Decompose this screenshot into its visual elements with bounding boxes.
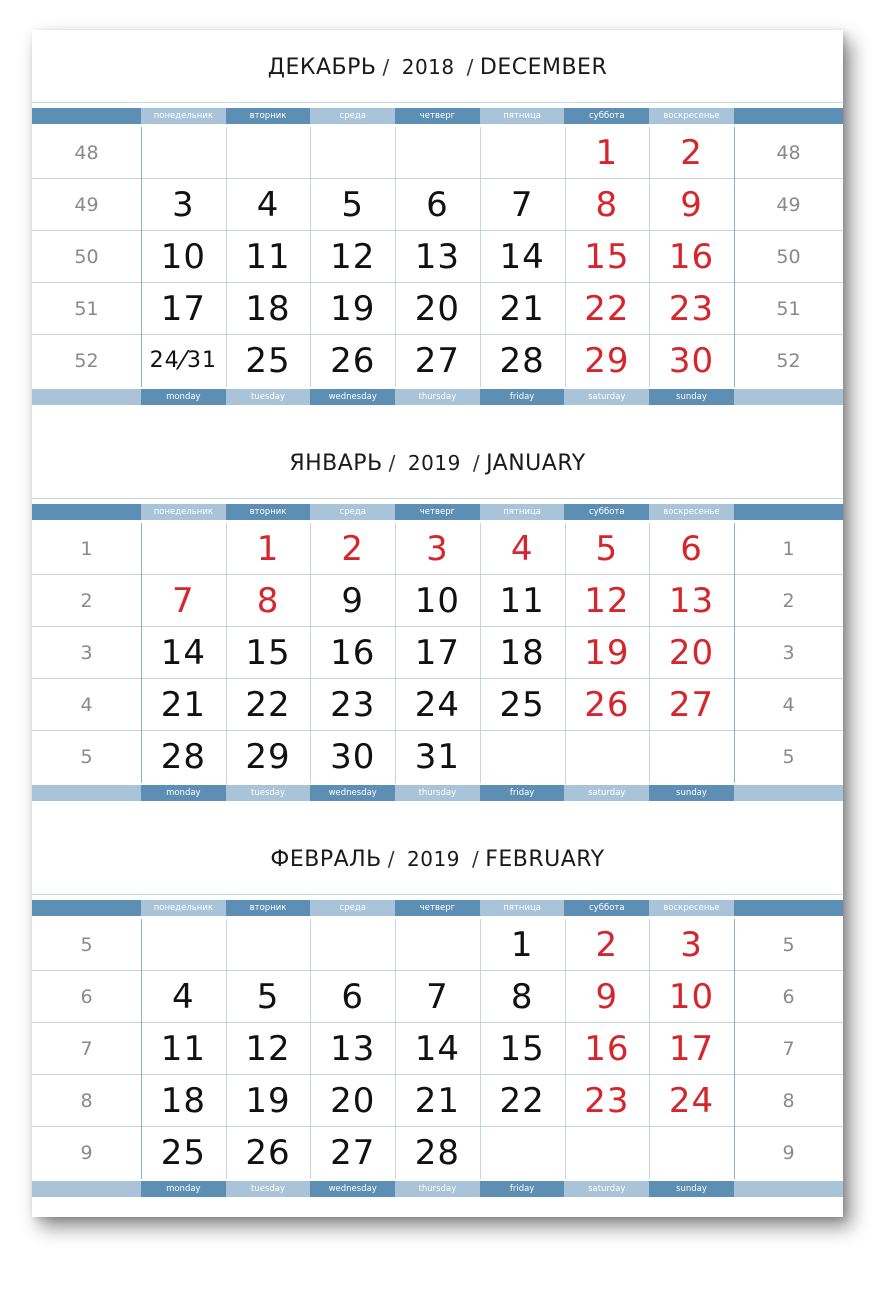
day-cell: 27 [330, 1132, 376, 1173]
day-cell: 1 [595, 132, 619, 173]
day-cell: 6 [680, 528, 703, 569]
day-cell: 20 [668, 632, 715, 673]
day-cell: 10 [160, 236, 206, 277]
day-cell: 17 [414, 632, 461, 673]
day-cell: 16 [668, 236, 715, 277]
day-cell: 17 [668, 1028, 715, 1069]
day-cell: 30 [330, 736, 376, 777]
strip-pad [734, 900, 843, 916]
weekday-label: sunday [649, 785, 734, 801]
month-name-ru: ЯНВАРЬ [289, 450, 383, 476]
day-cell: 26 [245, 1132, 291, 1173]
day-cell [226, 127, 311, 178]
day-cell: 8 [510, 976, 534, 1017]
week-row [32, 523, 843, 575]
week-number-left: 9 [80, 1141, 93, 1164]
column-divider [310, 919, 311, 1179]
month-name-ru: ДЕКАБРЬ [267, 54, 377, 80]
day-cell: 12 [330, 236, 376, 277]
week-number-left: 2 [80, 589, 93, 612]
weekday-label: пятница [480, 504, 565, 520]
day-cell: 14 [499, 236, 545, 277]
week-row [32, 731, 843, 783]
column-divider [734, 919, 735, 1179]
day-cell: 26 [584, 684, 630, 725]
day-cell: 29 [245, 736, 291, 777]
day-cell: 12 [245, 1028, 291, 1069]
day-cell [395, 127, 480, 178]
day-cell: 11 [499, 580, 545, 621]
title-separator: / [382, 55, 390, 79]
day-cell: 10 [414, 580, 461, 621]
weekday-header-ru [32, 108, 843, 124]
day-cell: 21 [499, 288, 545, 329]
title-separator: / [387, 847, 396, 871]
weekday-label: четверг [395, 504, 480, 520]
day-cell: 9 [595, 976, 619, 1017]
day-grid [32, 523, 843, 783]
day-number-part: 24 [149, 348, 180, 373]
week-number-right: 6 [782, 985, 795, 1008]
day-cell: 25 [160, 1132, 206, 1173]
day-cell: 9 [341, 580, 365, 621]
strip-pad [32, 504, 141, 520]
month-name-ru: ФЕВРАЛЬ [270, 846, 382, 872]
week-number-left: 51 [74, 297, 99, 320]
column-divider [565, 523, 566, 783]
week-number-left: 48 [74, 141, 99, 164]
week-number-left: 5 [80, 745, 93, 768]
day-cell: 5 [256, 976, 280, 1017]
weekday-label: friday [480, 389, 565, 405]
column-divider [226, 919, 227, 1179]
week-row [32, 1075, 843, 1127]
month-name-en: JANUARY [486, 450, 586, 476]
day-cell [480, 127, 565, 178]
weekday-label: saturday [564, 389, 649, 405]
week-number-left: 52 [74, 349, 99, 372]
weekday-label: вторник [226, 900, 311, 916]
week-number-right: 51 [776, 297, 801, 320]
week-number-right: 48 [776, 141, 801, 164]
weekday-label: tuesday [226, 1181, 311, 1197]
column-divider [395, 919, 396, 1179]
day-cell: 21 [160, 684, 206, 725]
day-cell: 15 [499, 1028, 545, 1069]
day-cell: 4 [172, 976, 195, 1017]
fraction-slash: ⁄ [180, 345, 187, 376]
day-cell: 12 [584, 580, 630, 621]
day-cell: 31 [414, 736, 461, 777]
weekday-label: wednesday [310, 785, 395, 801]
weekday-label: monday [141, 1181, 226, 1197]
day-cell: 11 [160, 1028, 206, 1069]
weekday-label: суббота [564, 504, 649, 520]
weekday-label: sunday [649, 1181, 734, 1197]
week-row [32, 575, 843, 627]
day-cell: 11 [245, 236, 291, 277]
day-cell: 22 [499, 1080, 545, 1121]
day-number-part: 31 [187, 348, 218, 373]
week-number-left: 6 [80, 985, 93, 1008]
week-number-left: 49 [74, 193, 99, 216]
day-grid [32, 919, 843, 1179]
column-divider [141, 523, 142, 783]
day-grid [32, 127, 843, 387]
weekday-label: saturday [564, 1181, 649, 1197]
day-cell: 23 [330, 684, 376, 725]
week-number-right: 2 [782, 589, 795, 612]
weekday-label: sunday [649, 389, 734, 405]
column-divider [734, 523, 735, 783]
day-cell: 14 [414, 1028, 461, 1069]
day-cell [649, 731, 734, 782]
week-number-left: 5 [80, 933, 93, 956]
day-cell [480, 1127, 565, 1178]
column-divider [141, 127, 142, 387]
column-divider [649, 523, 650, 783]
day-cell: 30 [668, 340, 715, 381]
column-divider [310, 523, 311, 783]
strip-pad [32, 1181, 141, 1197]
day-cell: 7 [510, 184, 534, 225]
column-divider [565, 919, 566, 1179]
day-cell: 19 [584, 632, 630, 673]
strip-pad [32, 900, 141, 916]
column-divider [226, 523, 227, 783]
title-separator: / [466, 55, 474, 79]
weekday-label: пятница [480, 108, 565, 124]
day-cell: 25 [499, 684, 545, 725]
day-cell: 18 [499, 632, 545, 673]
day-cell [310, 919, 395, 970]
day-cell: 13 [330, 1028, 376, 1069]
weekday-label: среда [310, 504, 395, 520]
day-cell [565, 731, 650, 782]
title-separator: / [388, 451, 396, 475]
column-divider [480, 127, 481, 387]
month-title [32, 30, 843, 104]
day-cell [395, 919, 480, 970]
day-cell: 3 [172, 184, 195, 225]
day-cell: 17 [160, 288, 206, 329]
week-row [32, 283, 843, 335]
day-cell: 8 [595, 184, 619, 225]
weekday-header-ru [32, 504, 843, 520]
day-cell [480, 731, 565, 782]
weekday-label: четверг [395, 108, 480, 124]
weekday-footer-en [32, 785, 843, 801]
day-cell: 13 [668, 580, 715, 621]
weekday-label: thursday [395, 785, 480, 801]
day-cell: 15 [245, 632, 291, 673]
month-title [32, 822, 843, 896]
day-cell [141, 335, 226, 386]
day-cell: 2 [341, 528, 365, 569]
week-number-right: 8 [782, 1089, 795, 1112]
column-divider [649, 127, 650, 387]
column-divider [480, 523, 481, 783]
month-block [32, 30, 843, 415]
day-cell: 8 [256, 580, 280, 621]
weekday-header-ru [32, 900, 843, 916]
weekday-label: воскресенье [649, 900, 734, 916]
strip-pad [734, 1181, 843, 1197]
week-number-right: 52 [776, 349, 801, 372]
week-number-right: 3 [782, 641, 795, 664]
month-title [32, 426, 843, 500]
weekday-label: среда [310, 900, 395, 916]
day-cell: 18 [245, 288, 291, 329]
month-block [32, 426, 843, 811]
day-cell: 1 [510, 924, 534, 965]
day-cell [565, 1127, 650, 1178]
day-cell: 3 [426, 528, 449, 569]
strip-pad [734, 108, 843, 124]
weekday-label: saturday [564, 785, 649, 801]
week-number-right: 5 [782, 745, 795, 768]
year-label: 2018 [401, 55, 455, 79]
weekday-label: четверг [395, 900, 480, 916]
column-divider [395, 523, 396, 783]
day-cell: 4 [510, 528, 534, 569]
year-label: 2019 [407, 451, 461, 475]
weekday-label: thursday [395, 389, 480, 405]
column-divider [310, 127, 311, 387]
column-divider [565, 127, 566, 387]
day-cell: 14 [160, 632, 206, 673]
day-cell: 10 [668, 976, 715, 1017]
week-number-right: 50 [776, 245, 801, 268]
week-number-right: 4 [782, 693, 795, 716]
week-number-left: 7 [80, 1037, 93, 1060]
column-divider [141, 919, 142, 1179]
week-number-right: 1 [782, 537, 795, 560]
title-divider [32, 498, 843, 499]
day-cell: 24 [668, 1080, 715, 1121]
weekday-label: вторник [226, 504, 311, 520]
week-number-right: 5 [782, 933, 795, 956]
strip-pad [734, 389, 843, 405]
weekday-label: wednesday [310, 389, 395, 405]
day-cell: 7 [172, 580, 195, 621]
day-cell [310, 127, 395, 178]
weekday-label: tuesday [226, 785, 311, 801]
weekday-label: воскресенье [649, 108, 734, 124]
day-cell: 27 [414, 340, 461, 381]
day-cell: 28 [414, 1132, 461, 1173]
day-cell: 3 [680, 924, 703, 965]
weekday-label: пятница [480, 900, 565, 916]
day-cell: 22 [245, 684, 291, 725]
title-divider [32, 102, 843, 103]
title-separator: / [472, 451, 481, 475]
strip-pad [32, 785, 141, 801]
day-cell: 2 [680, 132, 703, 173]
week-number-left: 8 [80, 1089, 93, 1112]
strip-pad [734, 504, 843, 520]
week-row [32, 627, 843, 679]
weekday-label: понедельник [141, 108, 226, 124]
weekday-label: суббота [564, 108, 649, 124]
column-divider [480, 919, 481, 1179]
column-divider [226, 127, 227, 387]
week-row [32, 1127, 843, 1179]
day-cell: 6 [341, 976, 365, 1017]
month-block [32, 822, 843, 1207]
weekday-label: monday [141, 389, 226, 405]
strip-pad [32, 108, 141, 124]
weekday-label: wednesday [310, 1181, 395, 1197]
day-cell [141, 127, 226, 178]
day-cell: 24 [414, 684, 461, 725]
day-cell: 6 [426, 184, 449, 225]
day-cell: 28 [160, 736, 206, 777]
week-number-left: 3 [80, 641, 93, 664]
day-cell: 19 [245, 1080, 291, 1121]
day-cell: 18 [160, 1080, 206, 1121]
day-cell: 28 [499, 340, 545, 381]
week-row [32, 127, 843, 179]
day-cell: 4 [256, 184, 280, 225]
week-number-left: 4 [80, 693, 93, 716]
day-cell: 27 [668, 684, 715, 725]
title-separator: / [471, 847, 480, 871]
week-number-left: 50 [74, 245, 99, 268]
day-cell: 19 [330, 288, 376, 329]
weekday-label: monday [141, 785, 226, 801]
day-cell: 5 [595, 528, 619, 569]
strip-pad [734, 785, 843, 801]
weekday-label: friday [480, 785, 565, 801]
day-cell: 7 [426, 976, 449, 1017]
day-cell [141, 919, 226, 970]
week-row [32, 971, 843, 1023]
title-divider [32, 894, 843, 895]
week-number-left: 1 [80, 537, 93, 560]
month-name-en: FEBRUARY [485, 846, 605, 872]
day-cell: 23 [584, 1080, 630, 1121]
weekday-label: среда [310, 108, 395, 124]
week-number-right: 7 [782, 1037, 795, 1060]
month-name-en: DECEMBER [479, 54, 608, 80]
day-cell: 16 [584, 1028, 630, 1069]
year-label: 2019 [407, 847, 460, 871]
column-divider [395, 127, 396, 387]
day-cell: 2 [595, 924, 619, 965]
day-cell: 9 [680, 184, 703, 225]
day-cell [141, 523, 226, 574]
day-cell: 21 [414, 1080, 461, 1121]
day-cell [649, 1127, 734, 1178]
weekday-label: thursday [395, 1181, 480, 1197]
strip-pad [32, 389, 141, 405]
weekday-label: понедельник [141, 504, 226, 520]
day-cell: 5 [341, 184, 365, 225]
week-row [32, 679, 843, 731]
day-cell: 26 [330, 340, 376, 381]
day-cell: 29 [584, 340, 630, 381]
week-row [32, 919, 843, 971]
weekday-label: воскресенье [649, 504, 734, 520]
day-cell: 20 [414, 288, 461, 329]
day-cell: 1 [256, 528, 280, 569]
weekday-label: tuesday [226, 389, 311, 405]
day-cell: 20 [330, 1080, 376, 1121]
day-cell [226, 919, 311, 970]
calendar-sheet [32, 30, 843, 1217]
column-divider [649, 919, 650, 1179]
day-cell: 25 [245, 340, 291, 381]
weekday-label: суббота [564, 900, 649, 916]
day-cell: 16 [330, 632, 376, 673]
weekday-label: вторник [226, 108, 311, 124]
week-row [32, 335, 843, 387]
week-row [32, 1023, 843, 1075]
day-cell: 15 [584, 236, 630, 277]
weekday-footer-en [32, 1181, 843, 1197]
column-divider [734, 127, 735, 387]
week-number-right: 9 [782, 1141, 795, 1164]
weekday-label: понедельник [141, 900, 226, 916]
weekday-label: friday [480, 1181, 565, 1197]
day-cell: 13 [414, 236, 461, 277]
day-cell: 22 [584, 288, 630, 329]
day-cell: 23 [668, 288, 715, 329]
week-row [32, 231, 843, 283]
weekday-footer-en [32, 389, 843, 405]
week-number-right: 49 [776, 193, 801, 216]
week-row [32, 179, 843, 231]
